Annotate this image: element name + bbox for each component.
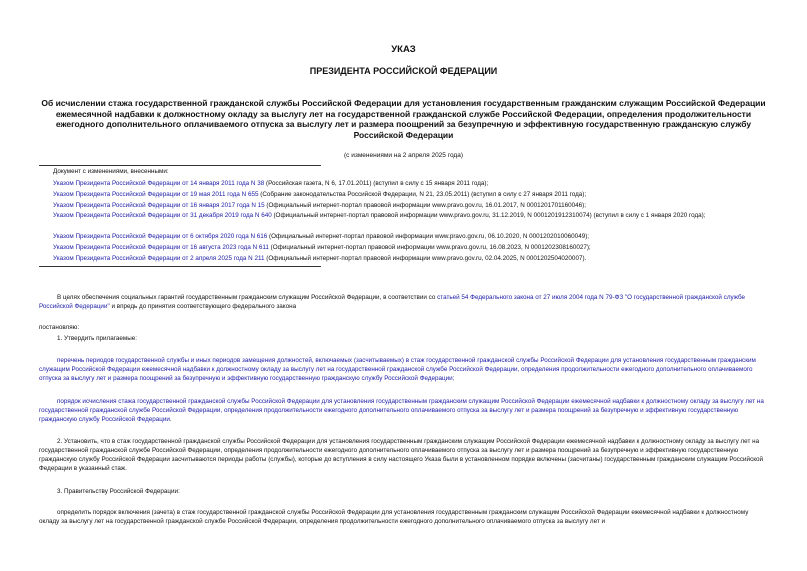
law-article-link[interactable]: статьей 54 Федерального закона от 27 июля 2004 года N 79-ФЗ "О государственной гражданской службе Российской Федерации" <box>39 294 746 310</box>
amendment-link[interactable]: Указом Президента Российской Федерации от 14 января 2011 года N 38 <box>53 180 265 187</box>
amendments-heading: Документ с изменениями, внесенными: <box>53 168 169 175</box>
document-title: Об исчислении стажа государственной гражданской службы Российской Федерации для установления государственным гражданским служащим Российской Федерации ежемесячной надбавки к должностному окладу за выслугу лет на государственной гражданской службе Российской Федерации, определения продолжительности ежегодного дополнительного оплачиваемого отпуска за выслугу лет и размера поощрений за безупречную и эффективную государственную гражданскую службу Российской Федерации <box>41 98 766 140</box>
amendment-link[interactable]: Указом Президента Российской Федерации от 31 декабря 2019 года N 640 <box>53 212 272 219</box>
amendment-link[interactable]: Указом Президента Российской Федерации от 6 октября 2020 года N 616 <box>53 233 268 240</box>
amendment-item: Указом Президента Российской Федерации от 2 апреля 2025 года N 211 (Официальный интернет-портал правовой информации www.pravo.gov.ru, 02.04.2025, N 0001202504020007). <box>53 255 587 262</box>
amendment-item: Указом Президента Российской Федерации от 31 декабря 2019 года N 640 (Официальный интернет-портал правовой информации www.pravo.gov.ru, 31.12.2019, N 0001201912310074) (вступил в силу с 1 января 2020 года); <box>53 212 706 219</box>
revision-note: (с изменениями на 2 апреля 2025 года) <box>343 152 463 159</box>
amendment-item: Указом Президента Российской Федерации от 14 января 2011 года N 38 (Российская газета, N 6, 17.01.2011) (вступил в силу с 15 января 2011 года); <box>53 180 489 187</box>
paragraph-2: 2. Установить, что в стаж государственной гражданской службы Российской Федерации для установления государственным гражданским служащим Российской Федерации ежемесячной надбавки к должностному окладу за выслугу лет на государственной гражданской службе Российской Федерации, определения продолжительности ежегодного дополнительного оплачиваемого отпуска за выслугу лет и размера поощрений за безупречную и эффективную государственную гражданскую службу Российской Федерации засчитываются периоды работы (службы), которые до вступления в силу настоящего Указа были в установленном порядке включены (засчитаны) государственным гражданским служащим Российской Федерации в указанный стаж. <box>39 438 764 472</box>
amendment-item: Указом Президента Российской Федерации от 6 октября 2020 года N 616 (Официальный интернет-портал правовой информации www.pravo.gov.ru, 06.10.2020, N 0001202010060049); <box>53 233 590 240</box>
amendment-link[interactable]: Указом Президента Российской Федерации от 2 апреля 2025 года N 211 <box>53 255 265 262</box>
amendment-link[interactable]: Указом Президента Российской Федерации от 16 января 2017 года N 15 <box>53 202 265 209</box>
amendment-link[interactable]: Указом Президента Российской Федерации от 16 августа 2023 года N 611 <box>53 244 269 251</box>
amendment-item: Указом Президента Российской Федерации от 16 августа 2023 года N 611 (Официальный интернет-портал правовой информации www.pravo.gov.ru, 16.08.2023, N 0001202308160027); <box>53 244 591 251</box>
decree-word: постановляю: <box>39 324 80 331</box>
divider-bottom <box>39 266 321 267</box>
amendment-item: Указом Президента Российской Федерации от 16 января 2017 года N 15 (Официальный интернет-портал правовой информации www.pravo.gov.ru, 16.01.2017, N 0001201701160046); <box>53 202 586 209</box>
amendment-link[interactable]: Указом Президента Российской Федерации от 19 мая 2011 года N 655 <box>53 191 259 198</box>
issuer-heading: ПРЕЗИДЕНТА РОССИЙСКОЙ ФЕДЕРАЦИИ <box>309 66 498 76</box>
doc-type-heading: УКАЗ <box>391 44 416 55</box>
amendment-item: Указом Президента Российской Федерации от 19 мая 2011 года N 655 (Собрание законодательства Российской Федерации, N 21, 23.05.2011) (вступил в силу с 27 января 2011 года); <box>53 191 587 198</box>
preamble-paragraph: В целях обеспечения социальных гарантий государственным гражданским служащим Российской Федерации, в соответствии со статьей 54 Федерального закона от 27 июля 2004 года N 79-ФЗ "О государственной гражданской службе Российской Федерации" и впредь до принятия соответствующего федерального закона <box>39 294 746 310</box>
paragraph-1: 1. Утвердить прилагаемые: <box>57 335 137 342</box>
calculation-procedure-link[interactable]: порядок исчисления стажа государственной гражданской службы Российской Федерации для установления государственным гражданским служащим Российской Федерации ежемесячной надбавки к должностному окладу за выслугу лет на государственной гражданской службе Российской Федерации, определения продолжительности ежегодного дополнительного оплачиваемого отпуска за выслугу лет и размера поощрений за безупречную и эффективную государственную гражданскую службу Российской Федерации. <box>39 398 764 423</box>
divider-top <box>39 165 321 166</box>
list-of-periods-link[interactable]: перечень периодов государственной службы и иных периодов замещения должностей, включаемых (засчитываемых) в стаж государственной гражданской службы Российской Федерации для установления государственным гражданским служащим Российской Федерации ежемесячной надбавки к должностному окладу за выслугу лет на государственной гражданской службе Российской Федерации, определения продолжительности ежегодного дополнительного оплачиваемого отпуска за выслугу лет и размера поощрений за безупречную и эффективную государственную гражданскую службу Российской Федерации; <box>39 357 756 382</box>
paragraph-3: 3. Правительству Российской Федерации: <box>57 488 180 495</box>
paragraph-3-item: определить порядок включения (зачета) в стаж государственной гражданской службы Российской Федерации для установления государственным гражданским служащим Российской Федерации ежемесячной надбавки к должностному окладу за выслугу лет на государственной гражданской службе Российской Федерации, определения продолжительности ежегодного дополнительного оплачиваемого отпуска за выслугу лет и <box>39 509 749 525</box>
